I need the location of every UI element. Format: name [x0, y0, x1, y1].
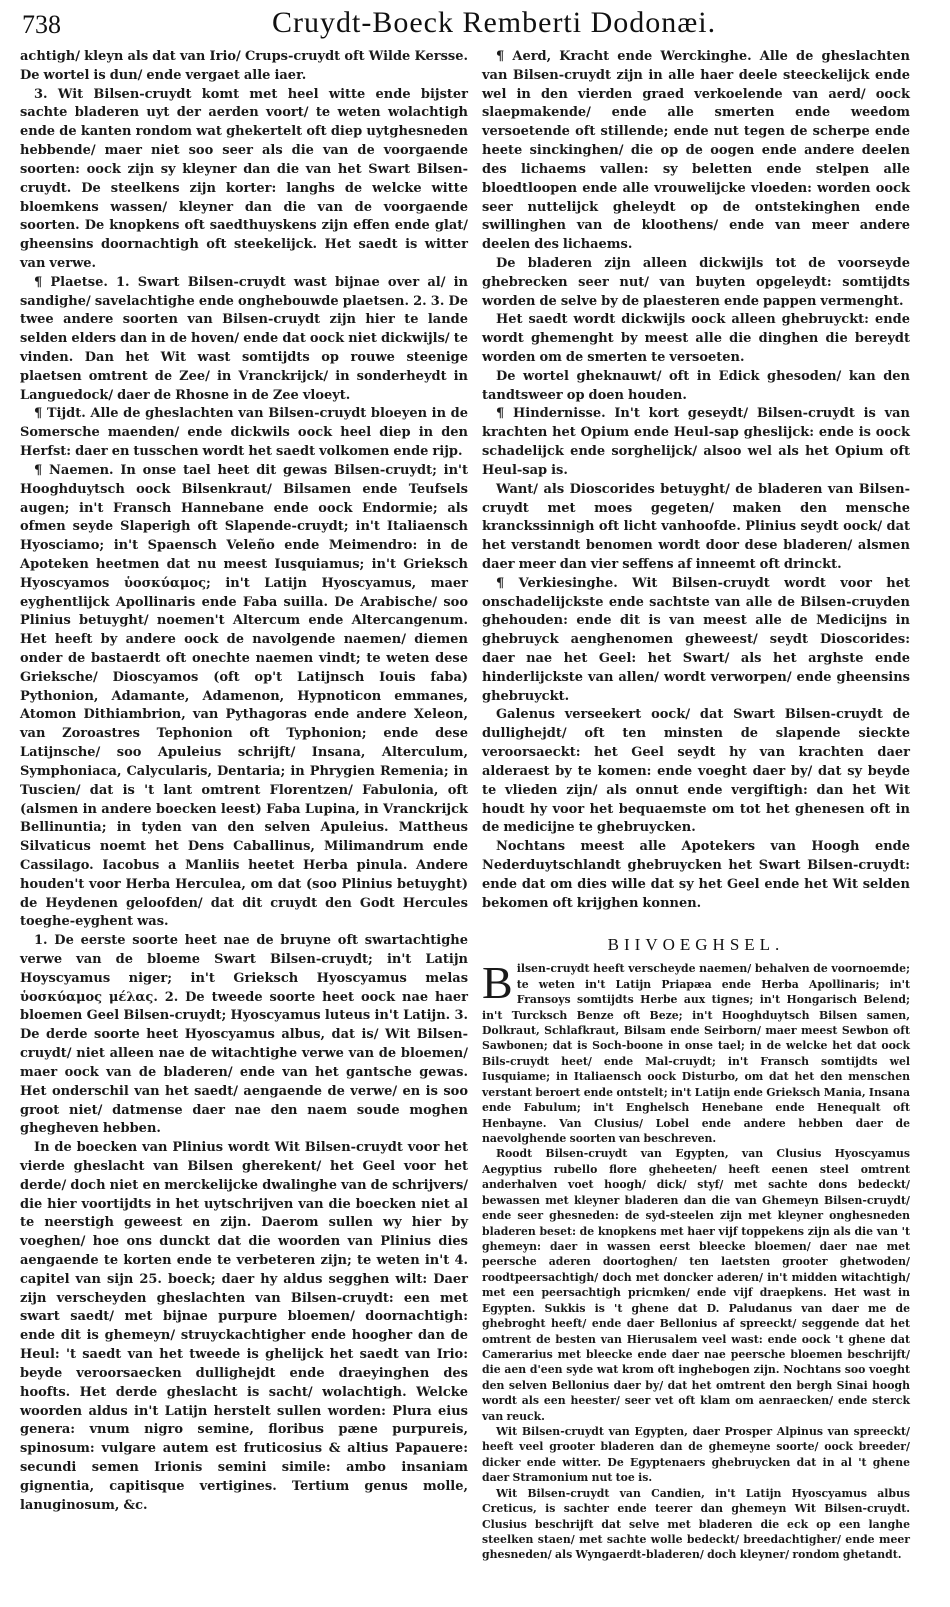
paragraph: ¶ Verkiesinghe. Wit Bilsen-cruydt wordt voor het onschadelijckste ende sachtste van alle de Bilsen-cruyden ghehouden: ende dit is van meest alle de Medicijns in ghebruyck aenghenomen gheweest/ seydt Dioscorides: daer nae het Geel: het Swart/ als het arghste ende hinderlijckste van allen/ wordt verworpen/ ende gheensins ghebruyckt.	[482, 575, 910, 704]
right-column	[482, 48, 910, 1563]
paragraph: ¶ Naemen. In onse tael heet dit gewas Bilsen-cruydt; in't Hooghduytsch oock Bilsenkraut/ Bilsamen ende Teufsels augen; in't Fransch Hannebane ende oock Endormie; als ofmen seyde Slaperigh oft Slapende-cruydt; in't Italiaensch Hyosciamo; in't Spaensch Veleño ende Meimendro: in de Apoteken heetmen dat nu meest Iusquiamus; in't Grieksch Hyoscyamos ὑοσκύαμος; in't Latijn Hyoscyamus, maer eyghentlijck Apollinaris ende Faba suilla. De Arabische/ soo Plinius betuyght/ noemen't Altercum ende Altercangenum. Het heeft by andere oock de navolgende naemen/ diemen onder de bastaerdt oft onechte naemen vindt; te weten dese Grieksche/ Dioscyamos (oft op't Latijnsch Iouis faba) Pythonion, Adamante, Adamenon, Hypnoticon emmanes, Atomon Dithiambrion, van Pythagoras ende andere Xeleon, van Zoroastres Tephonion oft Typhonion; ende dese Latijnsche/ soo Apuleius schrijft/ Insana, Alterculum, Symphoniaca, Calycularis, Dentaria; in Phrygien Remenia; in Tuscien/ dat is 't lant omtrent Florentzen/ Fabulonia, oft (alsmen in andere boecken leest) Faba Lupina, in Vranckrijck Bellinuntia; in tyden van den selven Apuleius. Mattheus Silvaticus noemt het Dens Caballinus, Milimandrum ende Cassilago. Iacobus a Manliis heetet Herba pinula. Andere houden't voor Herba Herculea, om dat (soo Plinius betuyght) de Heydenen geloofden/ dat dit cruydt den Godt Hercules toeghe-eyghent was.	[20, 462, 468, 930]
appendix-paragraph: Roodt Bilsen-cruydt van Egypten, van Clusius Hyoscyamus Aegyptius rubello flore gheheeten/ heeft eenen steel omtrent anderhalven voet hoogh/ dick/ styf/ met sachte dons bedeckt/ bewassen met kleyner bladeren dan die van Ghemeyn Bilsen-cruydt/ ende seer ghesneden: de syd-steelen zijn met kleyner onghesneden bladeren beset: de knopkens met haer vijf toppekens zijn als die van 't ghemeyn: daer in wassen eerst bleecke bloemen/ daer nae met peersche aderen doortoghen/ ten laetsten grooter ghetwoden/ roodtpeersachtigh/ doch met doncker aderen/ in't midden witachtigh/ met een peersachtigh pricmken/ ende vijf draepkens. Het wast in Egypten. Sukkis is 't ghene dat D. Paludanus van daer me de ghebroght heeft/ ende daer Bellonius af spreeckt/ seggende dat het omtrent de besten van Hierusalem veel wast: ende oock 't ghene dat Camerarius met bleecke ende daer nae peersche bloemen beschrijft/ die aen d'een syde wat krom oft inghebogen zijn. Nochtans soo voeght den selven Bellonius daer by/ dat het omtrent den bergh Sinai hoogh wordt als een heester/ seer vet oft klam om aenraecken/ ende sterck van reuck.	[482, 1147, 910, 1423]
running-title: Cruydt-Boeck Remberti Dodonæi.	[272, 6, 717, 39]
appendix-paragraph	[482, 957, 910, 1146]
paragraph: In de boecken van Plinius wordt Wit Bilsen-cruydt voor het vierde gheslacht van Bilsen gherekent/ het Geel voor het derde/ doch niet en merckelijcke dwalinghe van de schrijvers/ die hier voortijdts in het uytschrijven van die boecken niet al te neerstigh geweest en zijn. Daerom sullen wy hier by voeghen/ hoe ons dunckt dat die woorden van Plinius dies aengaende te korten ende te verbeteren zijn; te weten in't 4. capitel van sijn 25. boeck; daer hy aldus segghen wilt: Daer zijn verscheyden gheslachten van Bilsen-cruydt: een met swart saedt/ met bijnae purpure bloemen/ doornachtigh: ende dit is ghemeyn/ struyckachtigher ende hoogher dan de Heul: 't saedt van het tweede is ghelijck het saedt van Irio: beyde veroorsaecken dullighejdt ende draeyinghen des hoofts. Het derde gheslacht is sacht/ wolachtigh. Welcke woorden aldus in't Latijn herstelt sullen worden: Plura eius genera: vnum nigro semine, floribus pæne purpureis, spinosum: vulgare autem est fruticosius & altius Papauere: secundi semen Irionis semini simile: ambo insaniam gignentia, capitisque vertigines. Tertium genus molle, lanuginosum, &c.	[20, 1140, 468, 1513]
paragraph: 1. De eerste soorte heet nae de bruyne oft swartachtighe verwe van de bloeme Swart Bilsen-cruydt; in't Latijn Hoyscyamus niger; in't Grieksch Hyoscyamus melas ὑοσκύαμος μέλας. 2. De tweede soorte heet oock nae haer bloemen Geel Bilsen-cruydt; Hyoscyamus luteus in't Latijn. 3. De derde soorte heet Hyoscyamus albus, dat is/ Wit Bilsen-cruydt/ niet alleen nae de witachtighe verwe van de bloemen/ maer oock van de bladeren/ ende van het gantsche gewas. Het onderschil van het saedt/ aengaende de verwe/ en is soo groot niet/ datmense daer nae den naem soude moghen ghegheven hebben.	[20, 933, 468, 1137]
paragraph: Nochtans meest alle Apotekers van Hoogh ende Nederduytschlandt ghebruycken het Swart Bilsen-cruydt: ende dat om dies wille dat sy het Geel ende het Wit selden bekomen oft krijghen konnen.	[482, 839, 910, 911]
paragraph: De bladeren zijn alleen dickwijls tot de voorseyde ghebrecken seer nut/ van buyten opgeleydt: somtijdts worden de selve by de plaesteren ende pappen vermenght.	[482, 255, 910, 309]
paragraph: Het saedt wordt dickwijls oock alleen ghebruyckt: ende wordt ghemenght by meest alle die dinghen die bereydt worden om de smerten te versoeten.	[482, 312, 910, 365]
paragraph: Galenus verseekert oock/ dat Swart Bilsen-cruydt de dullighejdt/ oft ten minsten de slapende sieckte veroorsaeckt: het Geel seydt hy van krachten daer alderaest by te komen: ende voeght daer by/ dat sy beyde te vlieden zijn/ als onnut ende vergiftigh: dan het Wit houdt hy voor het bequaemste om tot het ghenesen oft in de medicijne te ghebruycken.	[482, 707, 910, 836]
paragraph: achtigh/ kleyn als dat van Irio/ Crups-cruydt oft Wilde Kersse. De wortel is dun/ ende vergaet alle iaer.	[20, 49, 468, 83]
appendix-paragraph: Wit Bilsen-cruydt van Egypten, daer Prosper Alpinus van spreeckt/ heeft veel grooter bladeren dan de ghemeyne soorte/ oock breeder/ dicker ende witter. De Egyptenaers ghebruycken dat in al 't ghene daer Stramonium nut toe is.	[482, 1425, 910, 1485]
appendix-heading: BIIVOEGHSEL.	[607, 935, 785, 955]
left-column	[20, 48, 468, 1515]
paragraph: 3. Wit Bilsen-cruydt komt met heel witte ende bijster sachte bladeren uyt der aerden voort/ te weten wolachtigh ende de kanten rondom wat ghekertelt oft diep uytghesneden hebbende/ maer niet soo seer als die van de voorgaende soorten: oock zijn sy kleyner dan die van het Swart Bilsen-cruydt. De steelkens zijn korter: langhs de welcke witte bloemkens wassen/ kleyner dan die van de voorgaende soorten. De knopkens oft saedthuyskens zijn effen ende glat/ gheensins doornachtigh oft steekelijck. Het saedt is witter van verwe.	[20, 86, 468, 271]
appendix-text: ilsen-cruydt heeft verscheyde naemen/ behalven de voornoemde; te weten in't Latijn Priapæa ende Herba Apollinaris; in't Fransoys somtijdts Herbe aux tignes; in't Hongarisch Belend; in't Turcksch Benze oft Beze; in't Hooghduytsch Bilsen samen, Dolkraut, Schlafkraut, Bilsam ende Seirborn/ maer meest Sewbon oft Sawbonen; dat is Soch-boone in onse tael; in de welcke het dat oock Bils-cruydt heet/ ende Mal-cruydt; in't Fransch somtijdts wel Iusquiame; in Italiaensch oock Disturbo, om dat het den menschen verstant beroert ende ontstelt; in't Latijn ende Grieksch Mania, Insana ende Fabulum; in't Enghelsch Henebane ende Henequalt oft Henbayne. Van Clusius/ Lobel ende andere hebben daer de naevolghende soorten van beschreven.	[482, 962, 910, 1146]
paragraph: ¶ Tijdt. Alle de gheslachten van Bilsen-cruydt bloeyen in de Somersche maenden/ ende dickwils oock heel diep in den Herfst: daer en tusschen wordt het saedt volkomen ende rijp.	[20, 406, 468, 460]
page-number: 738	[22, 10, 61, 39]
page-header	[22, 4, 922, 46]
paragraph: ¶ Plaetse. 1. Swart Bilsen-cruydt wast bijnae over al/ in sandighe/ savelachtighe ende onghebouwde plaetsen. 2. 3. De twee andere soorten van Bilsen-cruydt zijn hier te lande selden elders dan in de hoven/ ende dat oock niet dickwijls/ te vinden. Dan het Wit wast somtijdts op rouwe steenige plaetsen omtrent de Zee/ in Vranckrijck/ in sonderheydt in Languedock/ daer de Rhosne in de Zee vloeyt.	[20, 274, 468, 403]
appendix-paragraph: Wit Bilsen-cruydt van Candien, in't Latijn Hyoscyamus albus Creticus, is sachter ende teerer dan ghemeyn Wit Bilsen-cruydt. Clusius beschrijft dat selve met bladeren die eck op een langhe steelken staen/ met sachte wolle bedeckt/ breedachtigher/ ende meer ghesneden/ als Wyngaerdt-bladeren/ doch kleyner/ rondom ghetandt.	[482, 1486, 910, 1562]
paragraph: Want/ als Dioscorides betuyght/ de bladeren van Bilsen-cruydt met moes gegeten/ maken den mensche kranckssinnigh oft licht vanhoofde. Plinius seydt oock/ dat het verstandt benomen wordt door dese bladeren/ alsmen daer meer dan vier seffens af inneemt oft drinckt.	[482, 481, 910, 572]
paragraph: ¶ Aerd, Kracht ende Werckinghe. Alle de gheslachten van Bilsen-cruydt zijn in alle haer deele steeckelijck ende wel in den vierden graed verkoelende van aerd/ oock slaepmakende/ ende alle smerten ende weedom versoetende oft stillende; ende nut tegen de scherpe ende heete sinckinghen/ die op de oogen ende andere deelen des lichaems vallen: sy beletten ende stelpen alle bloedtloopen ende alle vrouwelijcke vloeden: worden oock seer nuttelijck gheleydt op de ontstekinghen ende swillinghen van de kloothens/ ende van meer andere deelen des lichaems.	[482, 49, 910, 253]
drop-cap: B	[482, 957, 513, 1009]
paragraph: ¶ Hindernisse. In't kort geseydt/ Bilsen-cruydt is van krachten het Opium ende Heul-sap gheslijck: ende is oock schadelijck ende sorghelijck/ alsoo wel als het Opium oft Heul-sap is.	[482, 406, 910, 478]
paragraph: De wortel gheknauwt/ oft in Edick ghesoden/ kan den tandtsweer op doen houden.	[482, 368, 910, 403]
